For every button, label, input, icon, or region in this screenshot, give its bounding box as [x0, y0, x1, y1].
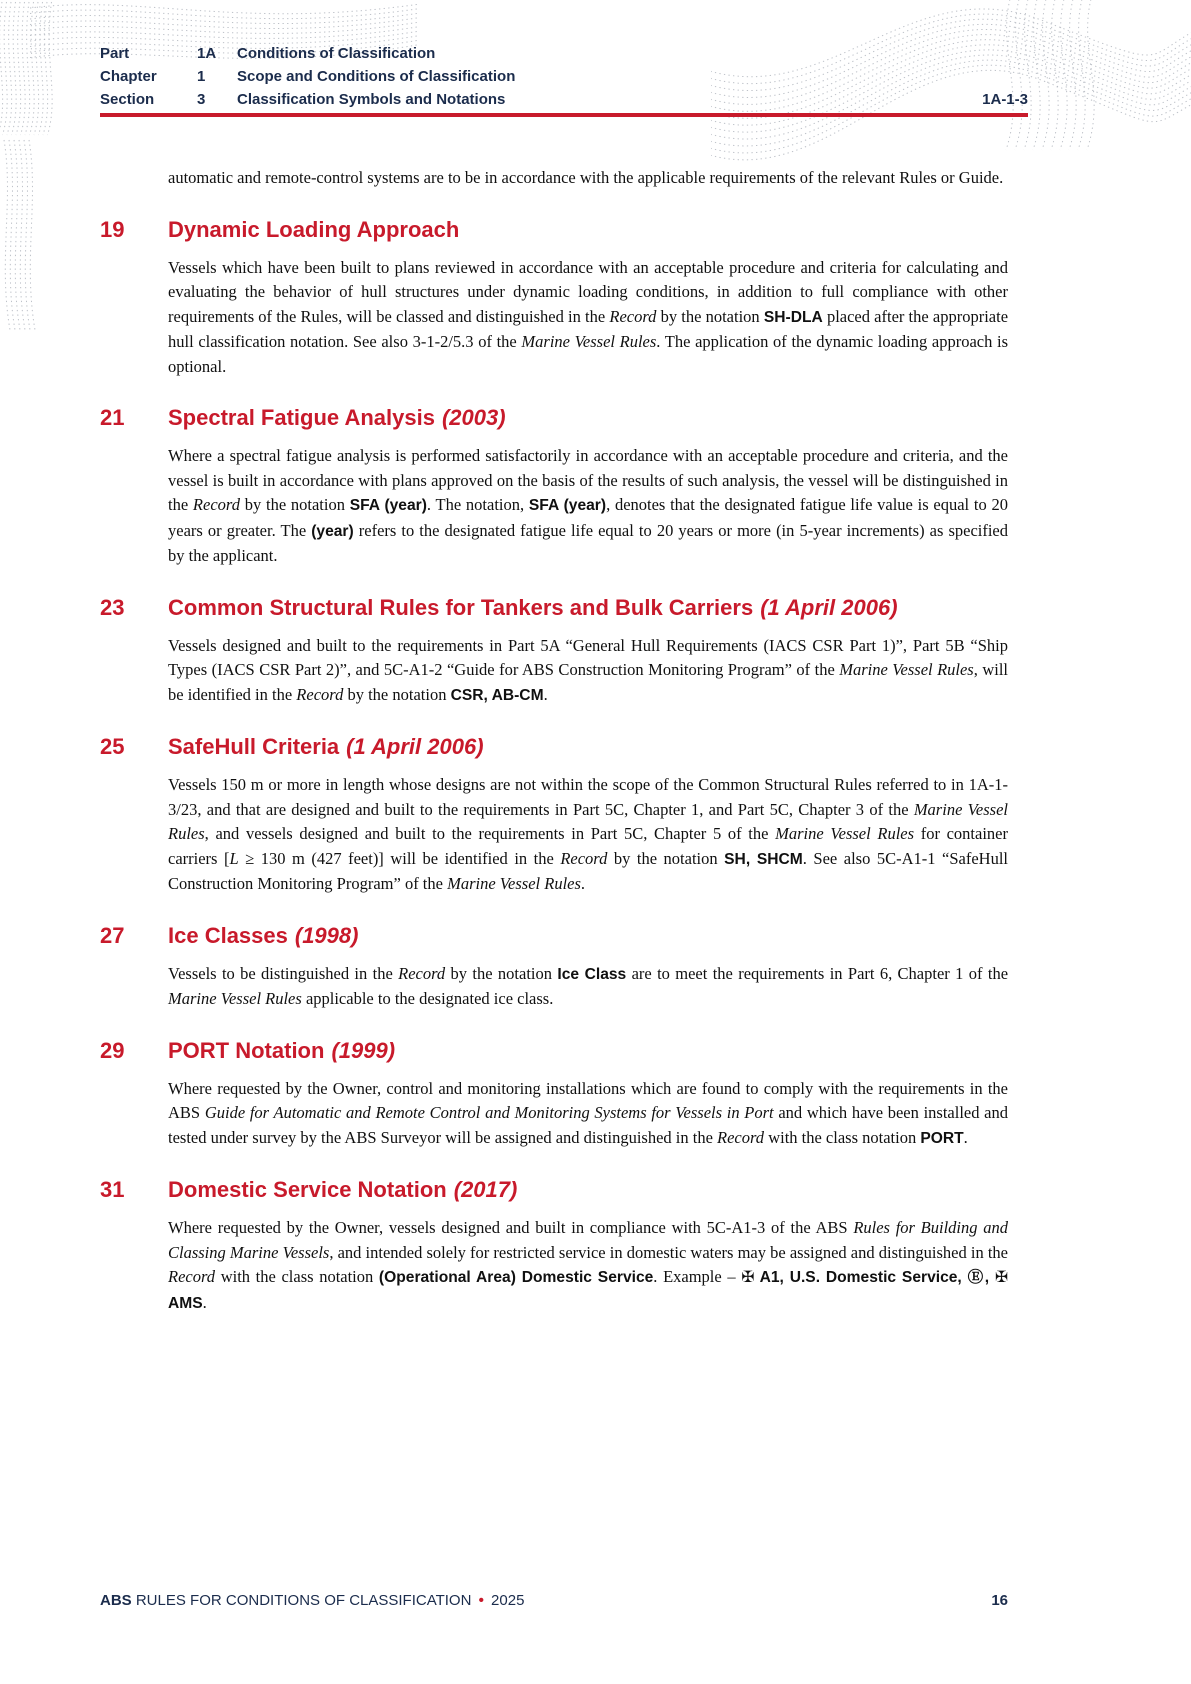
- wave-line: [30, 2, 35, 135]
- text-run: with the class notation: [764, 1127, 921, 1147]
- sections: [100, 216, 1028, 1317]
- wave-line: [7, 2, 12, 135]
- section-year: (2017): [453, 1177, 518, 1202]
- text-run: Record: [717, 1127, 765, 1147]
- header-title: Conditions of Classification: [237, 45, 436, 62]
- text-run: Marine Vessel Rules: [521, 332, 657, 351]
- wave-line: [25, 2, 30, 135]
- section-heading: [100, 594, 968, 621]
- text-run: L: [229, 848, 239, 868]
- header-title: Scope and Conditions of Classification: [237, 68, 516, 85]
- text-run: .: [202, 1292, 207, 1312]
- text-run: (year): [311, 522, 354, 540]
- text-run: Marine Vessel Rules: [447, 874, 581, 893]
- text-run: SH, SHCM: [724, 850, 803, 868]
- text-run: Vessels which have been built to plans reviewed in accordance with an acceptable procedure and criteria for calculating and evaluating the behavior of hull structures under dynamic loading conditions, in addition to full compliance with other requirements of the Rules, will be classed and distinguished in the: [168, 257, 1008, 326]
- wave-line: [21, 2, 26, 135]
- text-run: , denotes that the designated fatigue life value is equal to 20 years or greater. The: [168, 495, 1008, 540]
- section-title: Dynamic Loading Approach: [168, 216, 460, 242]
- section-paragraph: [168, 1216, 1008, 1316]
- text-run: applicable to the designated ice class.: [301, 989, 554, 1008]
- header-row-chapter: [100, 65, 1028, 88]
- text-run: Marine Vessel Rules: [775, 824, 915, 843]
- section-year: (1998): [294, 922, 359, 948]
- section-paragraph: [168, 962, 1008, 1012]
- text-run: ✠ A1, U.S. Domestic Service, Ⓔ, ✠ AMS: [168, 1269, 1008, 1312]
- section-heading: [100, 1176, 968, 1203]
- text-run: . See also 5C-A1-1 “SafeHull Construction Monitoring Program” of the: [168, 848, 1008, 893]
- footer-org: ABS: [100, 1592, 132, 1609]
- wave-line: [30, 13, 420, 24]
- text-run: Where a spectral fatigue analysis is performed satisfactorily in accordance with an acceptable procedure and criteria, and the vessel is built in accordance with plans approved on the basis of the results of such analysis, the vessel will be distinguished in the: [168, 446, 1008, 514]
- text-run: , and vessels designed and built to the requirements in Part 5C, Chapter 5 of the: [204, 824, 776, 843]
- header-number: 3: [197, 91, 206, 108]
- section-number: 31: [100, 1177, 125, 1202]
- text-run: CSR, AB-CM: [450, 686, 544, 704]
- header-row-section: [100, 88, 1028, 111]
- wave-line: [1087, 0, 1094, 150]
- text-run: Ice Class: [557, 965, 627, 983]
- wave-line: [1042, 0, 1049, 150]
- wave-line: [30, 9, 420, 19]
- rule-section: [100, 594, 1028, 709]
- text-run: placed after the appropriate hull classification notation. See also 3-1-2/5.3 of the: [168, 306, 1009, 351]
- text-run: by the notation: [239, 495, 350, 514]
- rule-section: [100, 216, 1028, 380]
- wave-line: [39, 2, 44, 135]
- section-paragraph: [168, 256, 1008, 380]
- text-run: by the notation: [343, 684, 451, 704]
- text-run: .: [963, 1127, 968, 1147]
- text-run: SFA (year): [528, 497, 607, 514]
- page-header: [100, 42, 1028, 111]
- text-run: , and intended solely for restricted service in domestic waters may be assigned and distinguished in the: [329, 1242, 1008, 1262]
- text-run: and which have been installed and tested under survey by the ABS Surveyor will be assigned and distinguished in the: [168, 1103, 1009, 1147]
- wave-line: [30, 27, 420, 39]
- footer-text: RULES FOR CONDITIONS OF CLASSIFICATION: [135, 1592, 472, 1609]
- section-year: (1999): [331, 1037, 396, 1063]
- section-paragraph: [168, 1077, 1008, 1152]
- section-heading: [100, 216, 968, 243]
- wave-line: [29, 140, 35, 330]
- wave-line: [48, 2, 53, 135]
- text-run: Rules for Building and Classing Marine Vessels: [168, 1218, 1008, 1262]
- text-run: . The application of the dynamic loading approach is optional.: [168, 332, 1008, 376]
- text-run: Vessels to be distinguished in the: [168, 963, 399, 983]
- section-paragraph: [168, 773, 1008, 897]
- intro-paragraph: [168, 166, 1008, 191]
- text-run: .: [543, 684, 548, 704]
- footer-bullet: •: [478, 1592, 484, 1609]
- section-title: SafeHull Criteria: [168, 734, 340, 759]
- header-rule: [100, 113, 1028, 117]
- header-label: Section: [100, 91, 155, 108]
- section-year: (1 April 2006): [760, 594, 898, 620]
- wave-line: [4, 140, 10, 330]
- wave-line: [1060, 0, 1067, 150]
- footer-year: 2025: [491, 1592, 525, 1609]
- text-run: Guide for Automatic and Remote Control and Monitoring Systems for Vessels in Port: [204, 1103, 774, 1122]
- section-number: 21: [100, 405, 125, 430]
- page-number: 16: [991, 1592, 1008, 1609]
- text-run: , will be identified in the: [168, 660, 1008, 704]
- text-run: refers to the designated fatigue life equal to 20 years or more (in 5-year increments) as specified by the applicant.: [168, 520, 1009, 565]
- wave-line: [30, 22, 420, 33]
- section-title: Domestic Service Notation: [168, 1177, 447, 1202]
- rule-section: [100, 1037, 1028, 1152]
- text-run: . Example –: [653, 1267, 742, 1286]
- text-run: SH-DLA: [763, 308, 823, 326]
- wave-line: [0, 2, 3, 135]
- header-number: 1: [197, 68, 206, 85]
- wave-line: [43, 2, 48, 135]
- text-run: Vessels 150 m or more in length whose designs are not within the scope of the Common Structural Rules referred to in 1A-1-3/23, and that are designed and built to the requirements in Part 5C, Chapter 1, and Part 5C, Chapter 3 of the: [168, 775, 1008, 819]
- header-label: Part: [100, 45, 130, 62]
- wave-line: [34, 2, 39, 135]
- text-run: with the class notation: [215, 1267, 379, 1286]
- wave-line: [1069, 0, 1076, 150]
- section-code: 1A-1-3: [982, 91, 1028, 108]
- section-paragraph: [168, 444, 1008, 569]
- text-run: . The notation,: [426, 495, 529, 514]
- text-run: by the notation: [445, 963, 558, 983]
- header-label: Chapter: [100, 68, 157, 85]
- section-number: 27: [100, 922, 125, 948]
- header-number: 1A: [197, 45, 217, 62]
- text-run: SFA (year): [349, 497, 427, 514]
- text-run: Record: [398, 963, 446, 983]
- wave-line: [16, 2, 21, 135]
- text-run: PORT: [920, 1129, 964, 1147]
- section-number: 25: [100, 734, 125, 759]
- section-year: (1 April 2006): [346, 734, 484, 759]
- text-run: Record: [560, 848, 608, 868]
- wave-line: [24, 140, 30, 330]
- section-number: 29: [100, 1037, 125, 1063]
- page-content: [100, 166, 1028, 1316]
- text-run: Where requested by the Owner, control and monitoring installations which are found to comply with the requirements in the ABS: [168, 1078, 1008, 1122]
- text-run: are to meet the requirements in Part 6, Chapter 1 of the: [626, 963, 1009, 983]
- text-run: Vessels designed and built to the requirements in Part 5A “General Hull Requirements (IACS CSR Part 1)”, Part 5B “Ship Types (IACS CSR Part 2)”, and 5C-A1-2 “Guide for ABS Construction Monitoring Program” of the: [168, 635, 1008, 679]
- rule-section: [100, 1176, 1028, 1316]
- header-row-part: [100, 42, 1028, 65]
- text-run: by the notation: [607, 848, 725, 868]
- wave-line: [1078, 0, 1085, 150]
- rule-section: [100, 404, 1028, 569]
- text-run: for container carriers [: [168, 824, 1008, 868]
- wave-line: [30, 18, 420, 29]
- section-number: 23: [100, 594, 125, 620]
- text-run: Marine Vessel Rules: [168, 989, 302, 1008]
- section-heading: [100, 404, 968, 431]
- rule-section: [100, 733, 1028, 897]
- section-title: Ice Classes: [168, 922, 288, 948]
- wave-line: [9, 140, 15, 330]
- rule-section: [100, 922, 1028, 1012]
- text-run: Record: [192, 495, 240, 514]
- section-heading: [100, 1037, 968, 1064]
- section-heading: [100, 733, 968, 760]
- text-run: Record: [168, 1267, 216, 1286]
- wave-line: [3, 2, 8, 135]
- text-run: ≥ 130 m (427 feet)] will be identified in the: [238, 848, 561, 868]
- text-run: Record: [296, 684, 344, 704]
- section-title: Common Structural Rules for Tankers and Bulk Carriers: [168, 594, 754, 620]
- section-year: (2003): [441, 405, 506, 430]
- text-run: (Operational Area) Domestic Service: [378, 1269, 654, 1286]
- text-run: automatic and remote-control systems are to be in accordance with the applicable requirements of the relevant Rules or Guide.: [168, 168, 1004, 187]
- page-footer: [100, 1592, 1008, 1609]
- section-paragraph: [168, 634, 1008, 709]
- text-run: by the notation: [656, 306, 764, 326]
- text-run: .: [580, 874, 586, 893]
- text-run: Marine Vessel Rules: [168, 799, 1008, 843]
- text-run: Marine Vessel Rules: [839, 660, 974, 679]
- wave-line: [19, 140, 25, 330]
- header-title: Classification Symbols and Notations: [237, 91, 506, 108]
- wave-line: [14, 140, 20, 330]
- wave-line: [12, 2, 17, 135]
- wave-line: [1033, 0, 1040, 150]
- footer-title: [100, 1592, 524, 1609]
- section-title: Spectral Fatigue Analysis: [168, 405, 435, 430]
- text-run: Record: [609, 306, 657, 326]
- wave-line: [30, 4, 420, 14]
- text-run: Where requested by the Owner, vessels designed and built in compliance with 5C-A1-3 of the ABS: [168, 1218, 854, 1237]
- section-heading: [100, 922, 968, 949]
- section-title: PORT Notation: [168, 1037, 325, 1063]
- section-number: 19: [100, 216, 125, 242]
